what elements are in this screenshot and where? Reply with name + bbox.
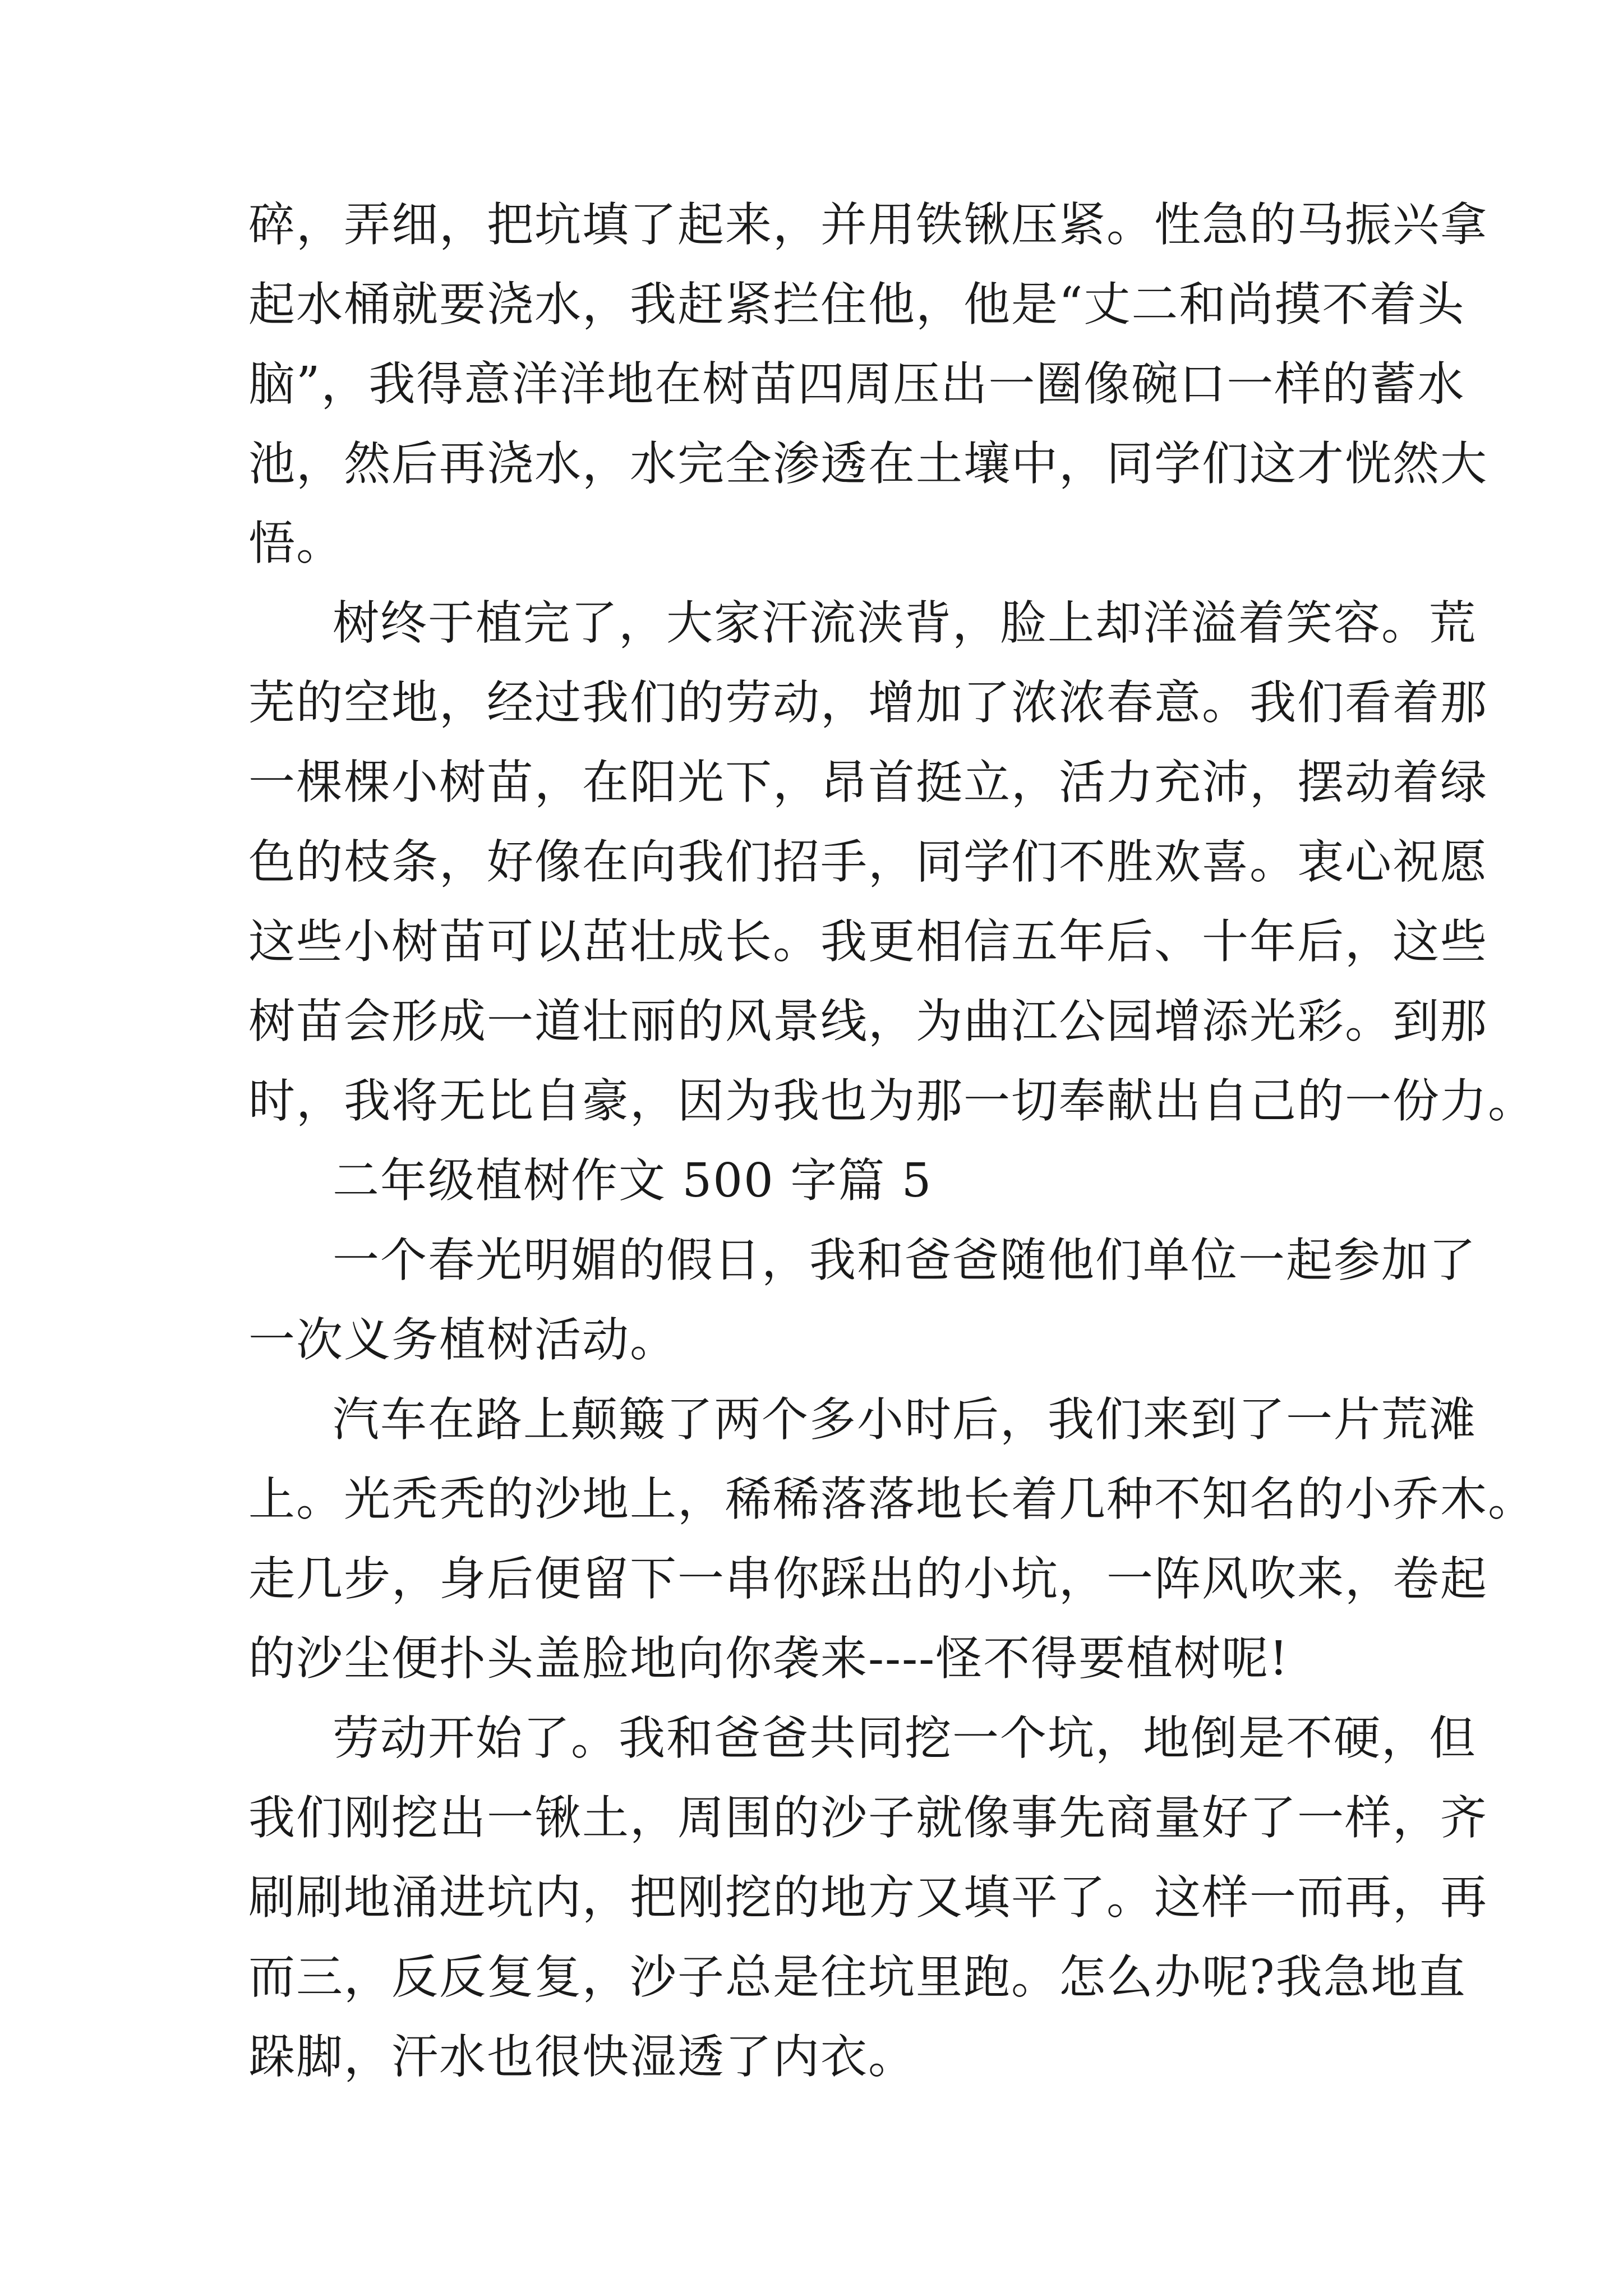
text-line: 池，然后再浇水，水完全渗透在土壤中，同学们这才恍然大	[248, 436, 1488, 491]
text-line: 跺脚，汗水也很快湿透了内衣。	[248, 2030, 916, 2084]
text-line: 一次义务植树活动。	[248, 1313, 677, 1367]
text-line: 芜的空地，经过我们的劳动，增加了浓浓春意。我们看着那	[248, 675, 1488, 730]
text-line: 树苗会形成一道壮丽的风景线，为曲江公园增添光彩。到那	[248, 994, 1488, 1048]
text-line: 我们刚挖出一锹土，周围的沙子就像事先商量好了一样，齐	[248, 1791, 1488, 1845]
text-line: 而三，反反复复，沙子总是往坑里跑。怎么办呢?我急地直	[248, 1950, 1467, 2004]
text-line: 色的枝条，好像在向我们招手，同学们不胜欢喜。衷心祝愿	[248, 835, 1488, 889]
text-line: 起水桶就要浇水，我赶紧拦住他，他是“丈二和尚摸不着头	[248, 277, 1465, 332]
text-line: 时，我将无比自豪，因为我也为那一切奉献出自己的一份力。	[248, 1074, 1536, 1128]
text-line: 汽车在路上颠簸了两个多小时后，我们来到了一片荒滩	[333, 1392, 1477, 1447]
text-line: 脑”，我得意洋洋地在树苗四周压出一圈像碗口一样的蓄水	[248, 357, 1465, 411]
text-line: 上。光秃秃的沙地上，稀稀落落地长着几种不知名的小乔木。	[248, 1472, 1536, 1526]
text-line: 劳动开始了。我和爸爸共同挖一个坑，地倒是不硬，但	[333, 1711, 1477, 1765]
text-line: 一棵棵小树苗，在阳光下，昂首挺立，活力充沛，摆动着绿	[248, 755, 1488, 809]
text-line: 二年级植树作文 500 字篇 5	[333, 1153, 933, 1208]
text-line: 刷刷地涌进坑内，把刚挖的地方又填平了。这样一而再，再	[248, 1870, 1488, 1925]
text-line: 树终于植完了，大家汗流浃背，脸上却洋溢着笑容。荒	[333, 596, 1477, 650]
text-line: 碎，弄细，把坑填了起来，并用铁锹压紧。性急的马振兴拿	[248, 197, 1488, 252]
essay-text-body	[248, 185, 1536, 2097]
text-line: 一个春光明媚的假日，我和爸爸随他们单位一起参加了	[333, 1233, 1477, 1287]
text-line: 这些小树苗可以茁壮成长。我更相信五年后、十年后，这些	[248, 914, 1488, 969]
text-line: 走几步，身后便留下一串你踩出的小坑，一阵风吹来，卷起	[248, 1552, 1488, 1606]
text-line: 的沙尘便扑头盖脸地向你袭来----怪不得要植树呢!	[248, 1631, 1289, 1686]
text-line: 悟。	[248, 516, 344, 570]
